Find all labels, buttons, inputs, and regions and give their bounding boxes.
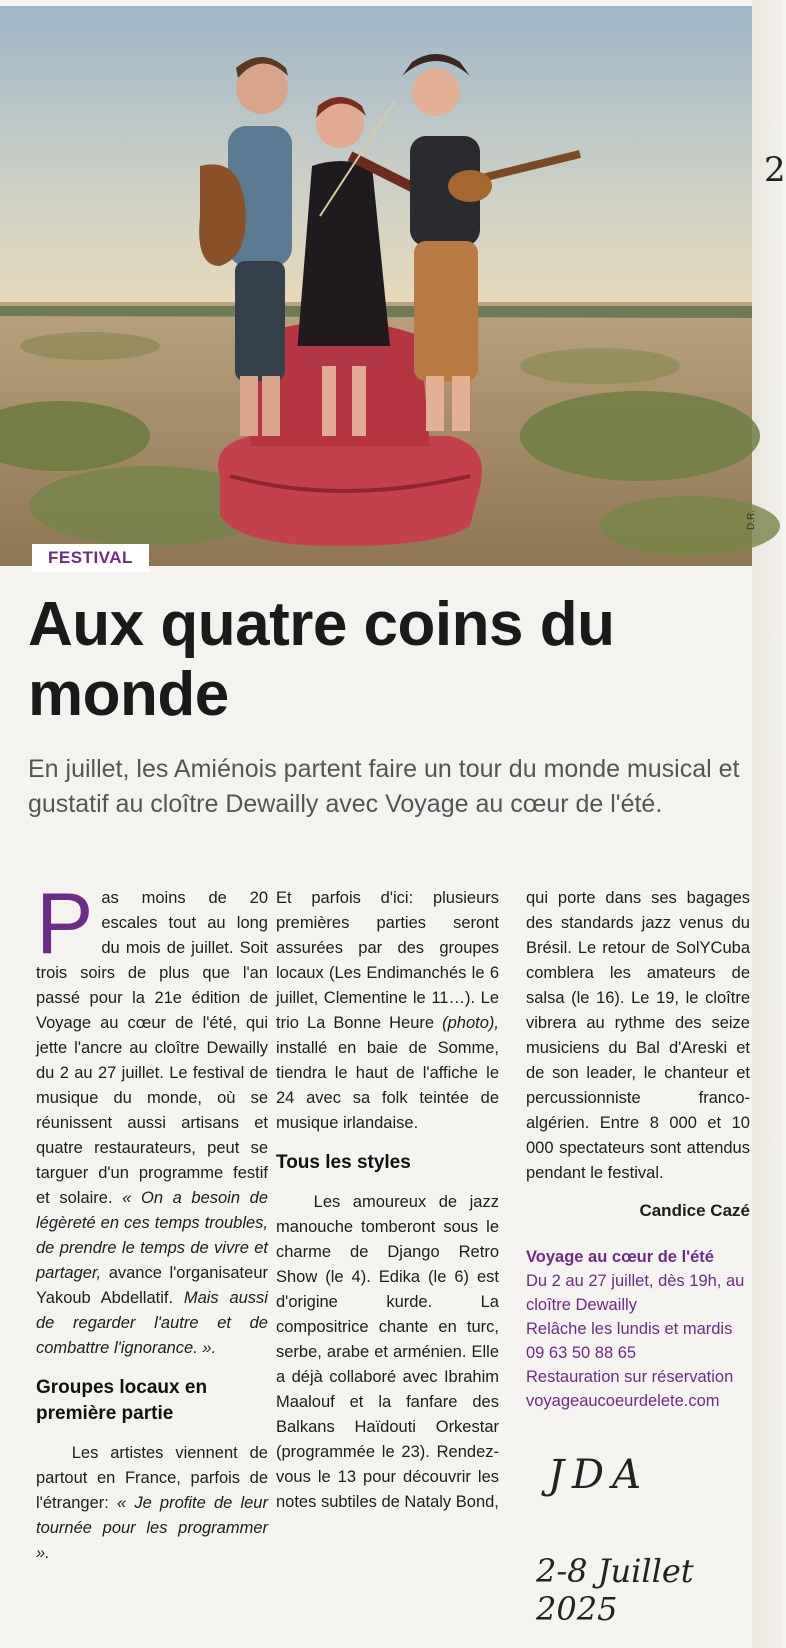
adjacent-page-edge [752,0,782,1648]
subhead-styles: Tous les styles [276,1152,411,1173]
paragraph-intro [36,876,268,1361]
article-column-2 [276,886,499,1515]
event-food: Restauration sur réservation [526,1368,734,1386]
paragraph-styles [276,1190,499,1515]
paragraph-artists [36,1441,268,1566]
margin-handwritten-mark: 2 [764,150,786,190]
quote-organiser-end: Mais aussi de regarder l'autre et de combattre l'ignorance. ». [36,1289,268,1357]
photo-credit: D.R. [746,510,757,530]
event-closed-days: Relâche les lundis et mardis [526,1320,733,1338]
artists-text: Les artistes viennent de partout en France, parfois de l'étranger: [36,1444,268,1512]
article-title: Aux quatre coins du monde [28,590,615,729]
band-photo [0,6,752,566]
locals-text-end: installé en baie de Somme, tiendra le haut de l'affiche le 24 avec sa folk teintée de musique irlandaise. [276,1039,499,1132]
handwritten-date: 2-8 Juillet 2025 [536,1552,694,1628]
event-name: Voyage au cœur de l'été [526,1248,714,1266]
author-byline: Candice Cazé [639,1201,750,1220]
event-phone: 09 63 50 88 65 [526,1344,637,1362]
event-website: voyageaucoeurdelete.com [526,1392,720,1410]
artists-quote: « Je profite de leur tournée pour les programmer ». [36,1494,268,1562]
locals-text: Et parfois d'ici: plusieurs premières parties seront assurées par des groupes locaux (Les Endimanchés le 6 juillet, Clementine le 11…). Le trio La Bonne Heure [276,889,499,1032]
article-column-3 [526,886,750,1413]
photo-reference: (photo), [442,1014,499,1032]
article-column-1 [36,876,268,1566]
intro-text: as moins de 20 escales tout au long du mois de juillet. Soit trois soirs de plus que l'an passé pour la 21e édition de Voyage au cœur de l'été, qui jette l'ancre au cloître Dewailly du 2 au 27 juillet. Le festival de musique du monde, où se réunissent aussi artisans et quatre restaurateurs, peut se targuer d'un programme festif et solaire. [36,889,268,1207]
quote-organiser: « On a besoin de légèreté en ces temps troubles, de prendre le temps de vivre et partager, [36,1189,268,1282]
subhead-local-groups: Groupes locaux en première partie [36,1377,208,1424]
paragraph-locals [276,886,499,1136]
drop-cap: P [36,876,94,972]
event-info-box [526,1245,750,1413]
handwritten-source: JDA [548,1452,649,1498]
quote-attribution: avance l'organisateur Yakoub Abdellatif. [36,1264,268,1307]
article-lede: En juillet, les Amiénois partent faire un tour du monde musical et gustatif au cloître Dewailly avec Voyage au cœur de l'été. [28,755,740,818]
section-tag: FESTIVAL [32,544,149,572]
styles-text: Les amoureux de jazz manouche tomberont sous le charme de Django Retro Show (le 4). Edika (le 6) est d'origine kurde. La compositrice chante en turc, serbe, arabe et arménien. Elle a déjà collaboré avec Ibrahim Maalouf et la fanfare des Balkans Haïdouti Orkestar (programmée le 23). Rendez-vous le 13 pour découvrir les notes subtiles de Nataly Bond, [276,1193,499,1511]
paragraph-styles-continued: qui porte dans ses bagages des standards jazz venus du Brésil. Le retour de SolYCuba comblera les amateurs de salsa (le 16). Le 19, le cloître vibrera au rythme des seize musiciens du Bal d'Areski et de son leader, le chanteur et percussionniste franco-algérien. Entre 8 000 et 10 000 spectateurs sont attendus pendant le festival. [526,889,750,1182]
event-dates: Du 2 au 27 juillet, dès 19h, au cloître Dewailly [526,1272,745,1314]
